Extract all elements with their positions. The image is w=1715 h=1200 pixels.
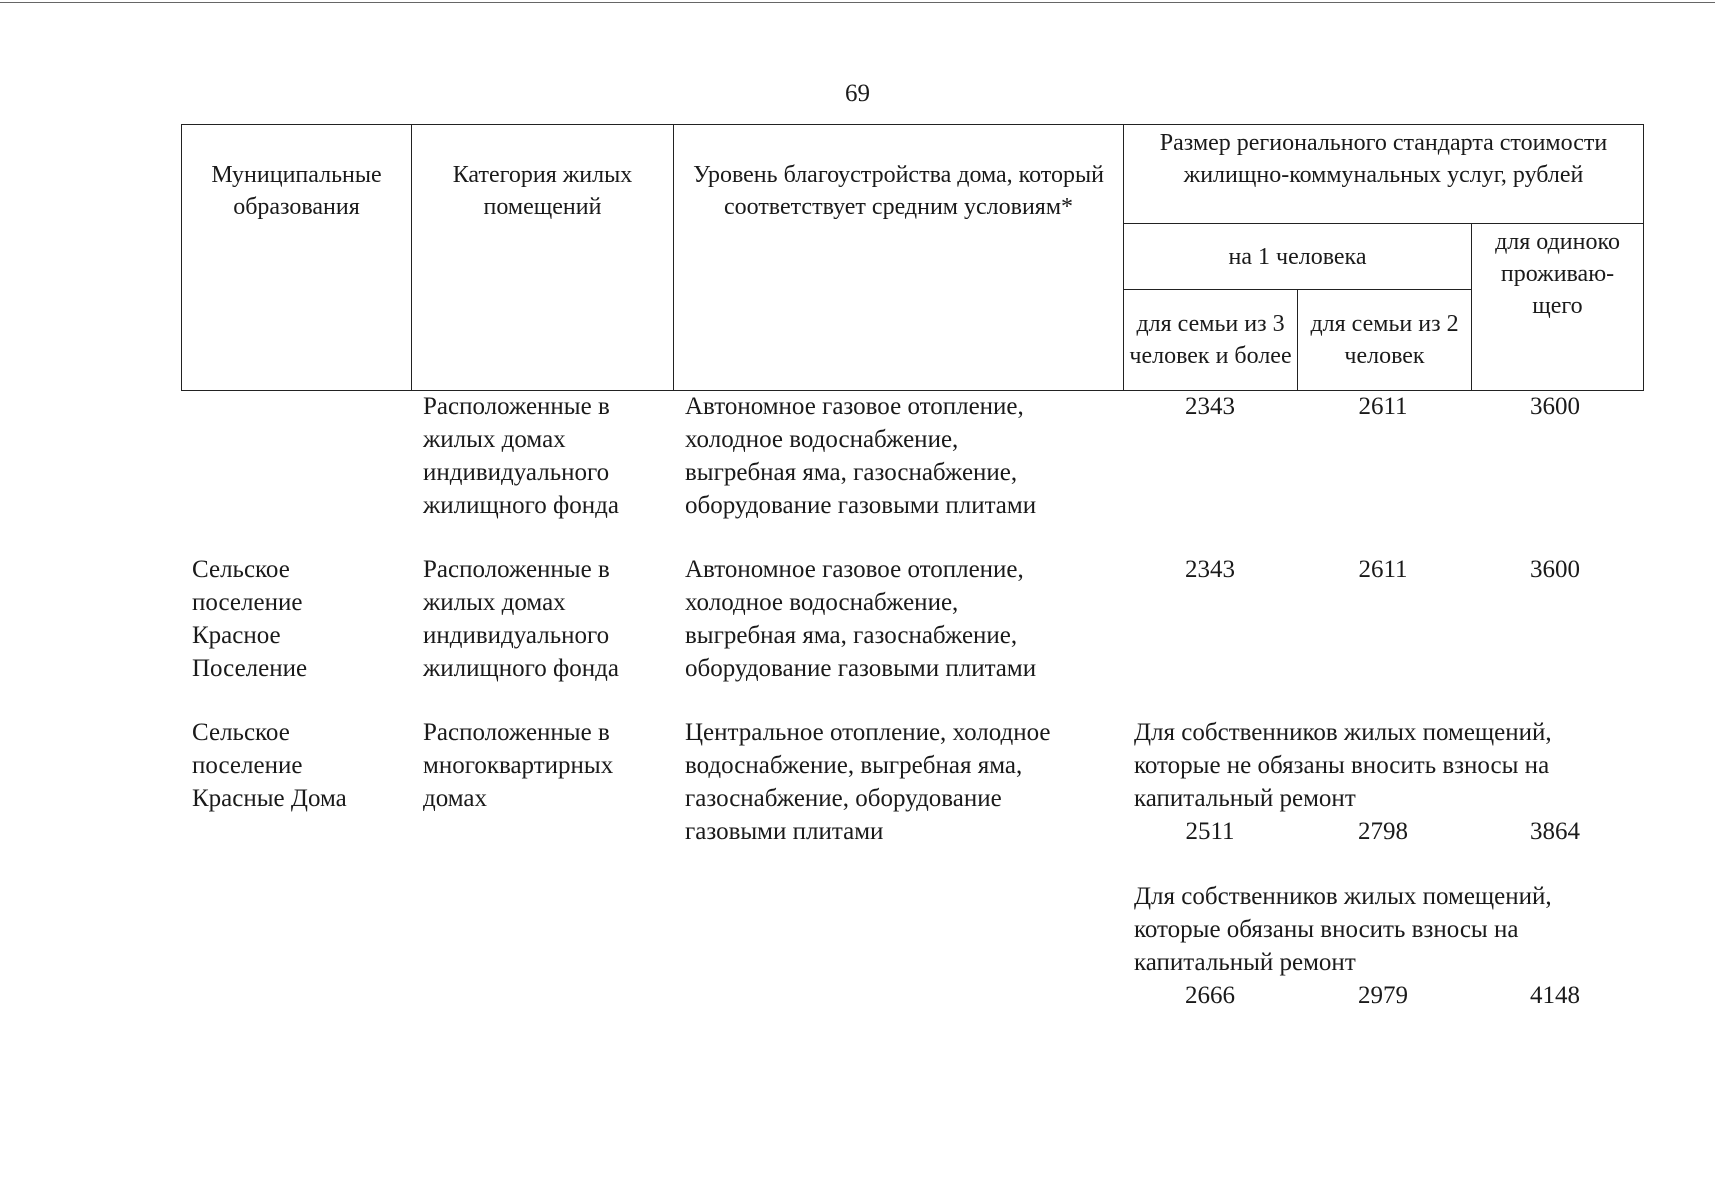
page-number: 69 bbox=[845, 80, 870, 107]
row-2-municipality: Сельское поселение Красное Поселение bbox=[192, 556, 308, 682]
row-2-value-single: 3600 bbox=[1530, 556, 1580, 583]
row-3-note-1-value-family2: 2798 bbox=[1358, 818, 1408, 845]
row-3-note-1-value-family3: 2511 bbox=[1185, 818, 1235, 845]
row-3-note-1: Для собственников жилых помещений, которые не обязаны вносить взносы на капитальный ремонт bbox=[1134, 719, 1552, 812]
row-3-note-2-value-family3: 2666 bbox=[1185, 982, 1235, 1009]
row-3-note-2-value-single: 4148 bbox=[1530, 982, 1580, 1009]
row-3-note-1-value-single: 3864 bbox=[1530, 818, 1580, 845]
header-municipal: Муниципальные образования bbox=[182, 125, 412, 391]
row-3-note-2-value-family2: 2979 bbox=[1358, 982, 1408, 1009]
row-3-note-2: Для собственников жилых помещений, которые обязаны вносить взносы на капитальный ремонт bbox=[1134, 883, 1552, 976]
row-1-category: Расположенные в жилых домах индивидуального жилищного фонда bbox=[423, 393, 619, 519]
row-2-category: Расположенные в жилых домах индивидуального жилищного фонда bbox=[423, 556, 619, 682]
header-per-person: на 1 человека bbox=[1124, 224, 1472, 290]
row-1-value-family2: 2611 bbox=[1358, 393, 1408, 420]
header-standard-size: Размер регионального стандарта стоимости жилищно-коммунальных услуг, рублей bbox=[1124, 125, 1644, 224]
row-2-level: Автономное газовое отопление, холодное водоснабжение, выгребная яма, газоснабжение, оборудование газовыми плитами bbox=[685, 556, 1037, 682]
header-category: Категория жилых помещений bbox=[412, 125, 674, 391]
header-family2: для семьи из 2 человек bbox=[1298, 290, 1472, 391]
row-1-value-single: 3600 bbox=[1530, 393, 1580, 420]
row-3-level: Центральное отопление, холодное водоснабжение, выгребная яма, газоснабжение, оборудование газовыми плитами bbox=[685, 719, 1051, 845]
top-border-line bbox=[0, 2, 1715, 3]
header-level: Уровень благоустройства дома, который соответствует средним условиям* bbox=[674, 125, 1124, 391]
header-family3: для семьи из 3 человек и более bbox=[1124, 290, 1298, 391]
row-3-municipality: Сельское поселение Красные Дома bbox=[192, 719, 347, 812]
row-1-level: Автономное газовое отопление, холодное водоснабжение, выгребная яма, газоснабжение, оборудование газовыми плитами bbox=[685, 393, 1037, 519]
table-header bbox=[181, 124, 1644, 391]
row-1-value-family3: 2343 bbox=[1185, 393, 1235, 420]
row-2-value-family3: 2343 bbox=[1185, 556, 1235, 583]
row-2-value-family2: 2611 bbox=[1358, 556, 1408, 583]
row-3-category: Расположенные в многоквартирных домах bbox=[423, 719, 614, 812]
header-single: для одиноко проживаю-щего bbox=[1472, 224, 1644, 391]
